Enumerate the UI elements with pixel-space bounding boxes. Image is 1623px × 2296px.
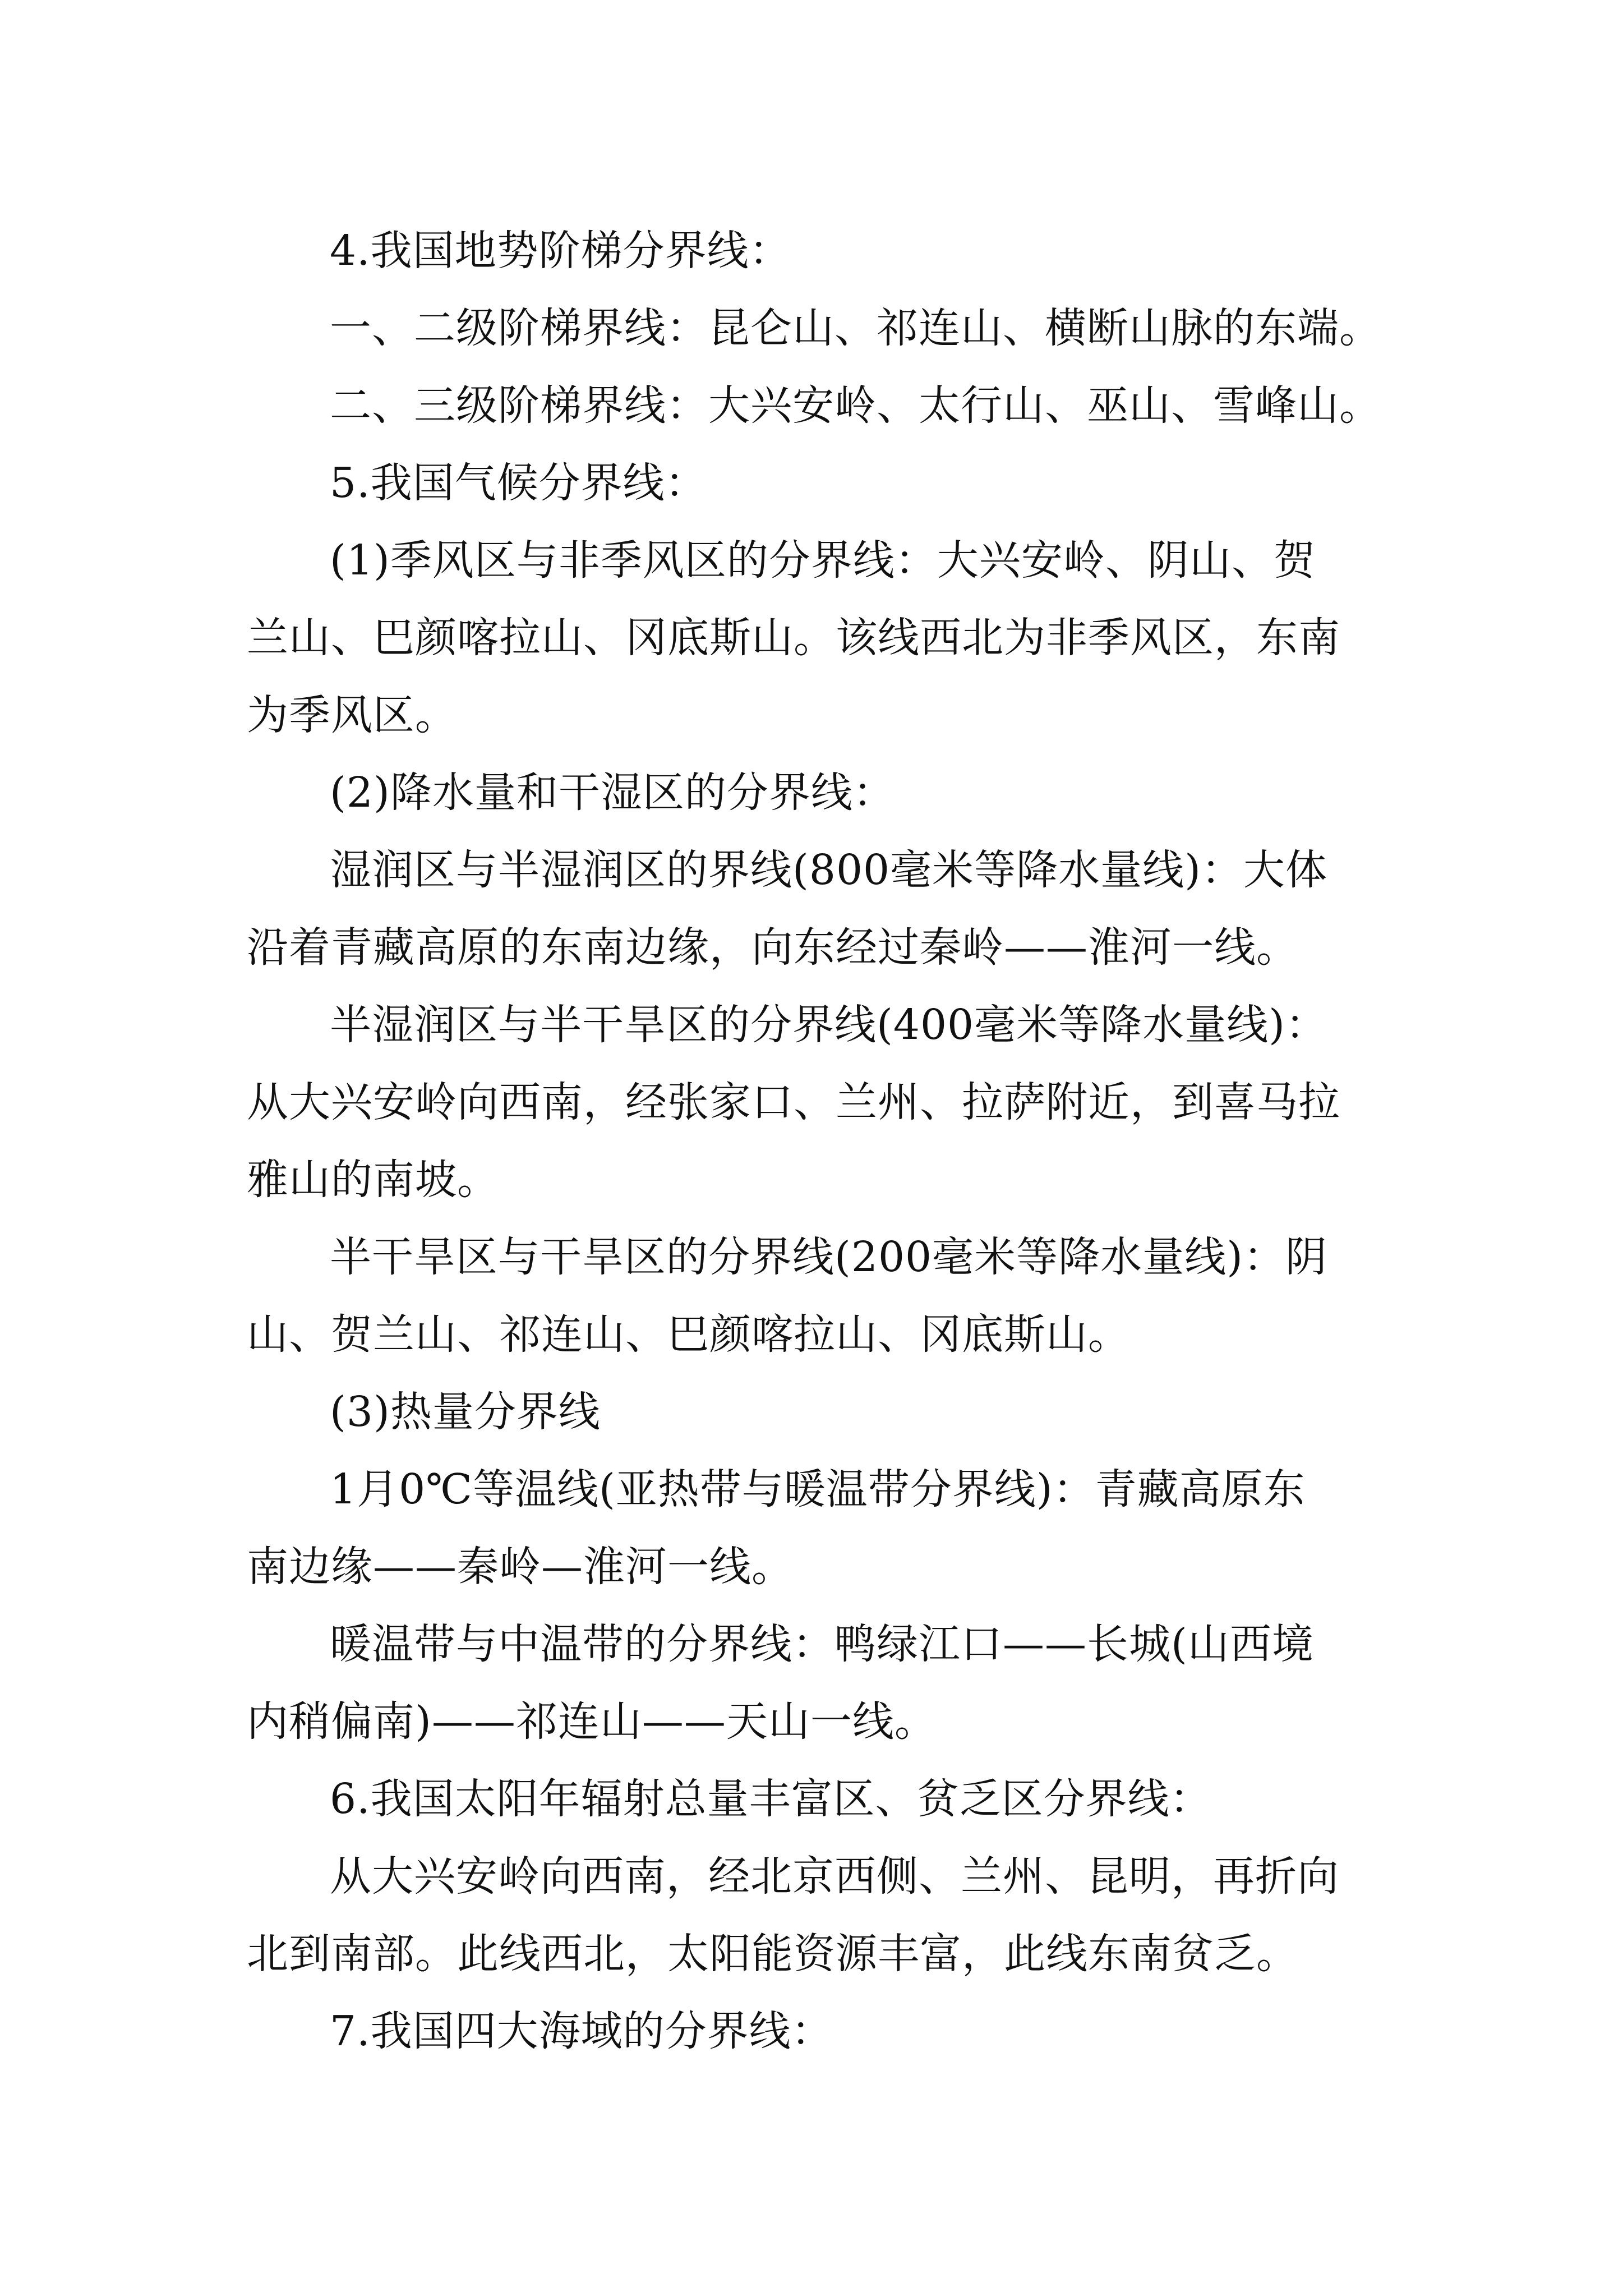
text-line: 半干旱区与干旱区的分界线(200毫米等降水量线)：阴	[330, 1233, 1327, 1281]
text-line: 为季风区。	[247, 691, 457, 739]
text-line: 从大兴安岭向西南，经北京西侧、兰州、昆明，再折向	[330, 1852, 1339, 1901]
text-line: (2)降水量和干湿区的分界线：	[330, 769, 895, 817]
text-line: 雅山的南坡。	[247, 1156, 499, 1204]
text-line: 北到南部。此线西北，太阳能资源丰富，此线东南贫乏。	[247, 1930, 1298, 1978]
text-line: 半湿润区与半干旱区的分界线(400毫米等降水量线)：	[330, 1001, 1327, 1049]
text-line: 一、二级阶梯界线：昆仑山、祁连山、横断山脉的东端。	[330, 304, 1381, 352]
text-line: 山、贺兰山、祁连山、巴颜喀拉山、冈底斯山。	[247, 1310, 1130, 1359]
text-line: 4.我国地势阶梯分界线：	[330, 227, 791, 275]
document-body	[247, 212, 1391, 2070]
text-line: 内稍偏南)——祁连山——天山一线。	[247, 1697, 937, 1746]
text-line: 二、三级阶梯界线：大兴安岭、太行山、巫山、雪峰山。	[330, 381, 1381, 430]
text-line: 沿着青藏高原的东南边缘，向东经过秦岭——淮河一线。	[247, 923, 1298, 972]
text-line: (3)热量分界线	[330, 1388, 601, 1436]
text-line: 湿润区与半湿润区的界线(800毫米等降水量线)：大体	[330, 846, 1327, 894]
text-line: 5.我国气候分界线：	[330, 459, 707, 507]
text-line: 从大兴安岭向西南，经张家口、兰州、拉萨附近，到喜马拉	[247, 1078, 1340, 1126]
text-line: 兰山、巴颜喀拉山、冈底斯山。该线西北为非季风区，东南	[247, 614, 1340, 662]
text-line: 7.我国四大海域的分界线：	[330, 2007, 833, 2055]
text-line: (1)季风区与非季风区的分界线：大兴安岭、阴山、贺	[330, 536, 1316, 585]
text-line: 暖温带与中温带的分界线：鸭绿江口——长城(山西境	[330, 1620, 1314, 1668]
text-line: 1月0℃等温线(亚热带与暖温带分界线)：青藏高原东	[330, 1465, 1306, 1513]
text-line: 南边缘——秦岭—淮河一线。	[247, 1543, 794, 1591]
text-line: 6.我国太阳年辐射总量丰富区、贫乏区分界线：	[330, 1775, 1212, 1823]
